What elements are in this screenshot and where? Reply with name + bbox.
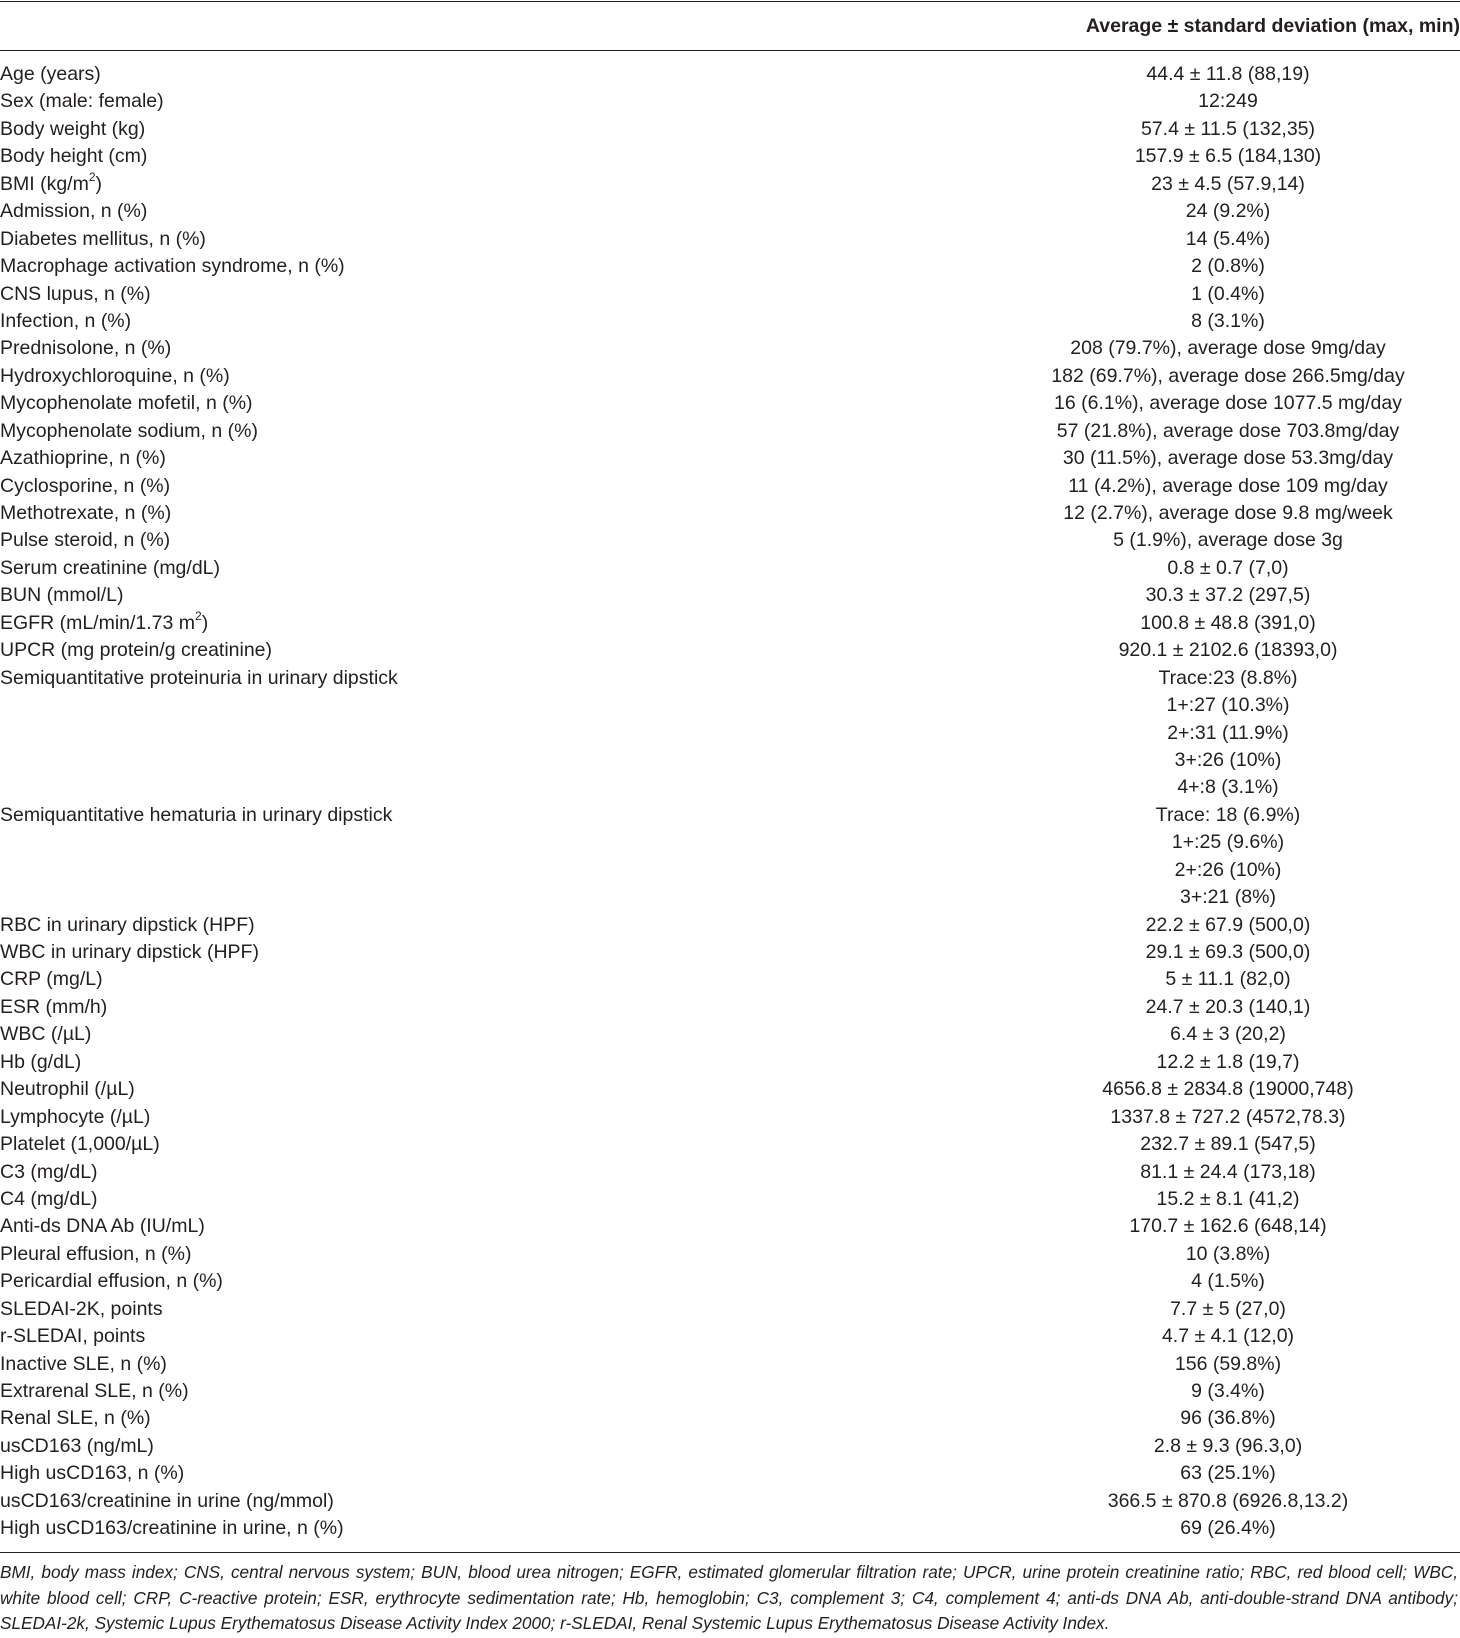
- row-label: [0, 1104, 1000, 1131]
- table-row: [0, 692, 1460, 719]
- row-value-text: 12:249: [1198, 90, 1258, 113]
- row-label-text: Age (years): [0, 63, 101, 85]
- row-value-text: 30.3 ± 37.2 (297,5): [1145, 584, 1311, 607]
- row-label-text: CRP (mg/L): [0, 968, 103, 991]
- row-value: [1000, 1021, 1460, 1048]
- row-value: [1000, 665, 1460, 692]
- row-label: [0, 445, 1000, 472]
- table-row: [0, 445, 1460, 472]
- row-value-text: 16 (6.1%), average dose 1077.5 mg/day: [1054, 392, 1402, 415]
- row-label-text: Infection, n (%): [0, 309, 132, 332]
- row-value: [1000, 390, 1460, 417]
- row-value-text: 1+:27 (10.3%): [1166, 694, 1290, 717]
- row-label: [0, 171, 1000, 198]
- row-label-text: RBC in urinary dipstick (HPF): [0, 913, 255, 936]
- row-value: [1000, 994, 1460, 1021]
- row-label: [0, 747, 1000, 774]
- row-value-text: 2.8 ± 9.3 (96.3,0): [1153, 1434, 1303, 1457]
- row-label-superscript: 2: [195, 609, 202, 624]
- row-label: [0, 335, 1000, 362]
- row-label-text: Pericardial effusion, n (%): [0, 1270, 223, 1293]
- table-row: [0, 198, 1460, 225]
- row-label-text: WBC in urinary dipstick (HPF): [0, 941, 259, 963]
- row-label: [0, 473, 1000, 500]
- row-value-text: 24.7 ± 20.3 (140,1): [1145, 995, 1311, 1018]
- row-label: [0, 1131, 1000, 1158]
- table-row: [0, 1104, 1460, 1131]
- row-value: [1000, 308, 1460, 335]
- row-label: [0, 253, 1000, 280]
- row-label-text: Hb (g/dL): [0, 1050, 82, 1073]
- row-label-text: Renal SLE, n (%): [0, 1407, 151, 1430]
- row-label: [0, 966, 1000, 993]
- row-label-text: Azathioprine, n (%): [0, 447, 166, 470]
- row-label: [0, 637, 1000, 664]
- table-row: [0, 418, 1460, 445]
- row-label-text: C3 (mg/dL): [0, 1160, 98, 1183]
- row-value: [1000, 1433, 1460, 1460]
- row-value: [1000, 1488, 1460, 1515]
- row-label-tail: ): [95, 172, 103, 195]
- row-value: [1000, 610, 1460, 637]
- row-label-text: Admission, n (%): [0, 200, 148, 223]
- row-value-text: 10 (3.8%): [1185, 1242, 1271, 1265]
- table-row: [0, 143, 1460, 170]
- row-label: [0, 1021, 1000, 1048]
- row-value-text: 3+:26 (10%): [1174, 748, 1282, 771]
- row-value-text: 6.4 ± 3 (20,2): [1170, 1023, 1286, 1046]
- row-label-text: Body weight (kg): [0, 117, 146, 140]
- table-row: [0, 966, 1460, 993]
- row-label-text: C4 (mg/dL): [0, 1187, 98, 1210]
- row-value: [1000, 1241, 1460, 1268]
- row-value: [1000, 363, 1460, 390]
- row-label: [0, 308, 1000, 335]
- row-value-text: 5 (1.9%), average dose 3g: [1113, 529, 1343, 552]
- row-label: [0, 1433, 1000, 1460]
- data-table: [0, 61, 1460, 1543]
- row-label-text: BUN (mmol/L): [0, 584, 124, 607]
- row-label: [0, 802, 1000, 829]
- row-value-text: 4.7 ± 4.1 (12,0): [1161, 1325, 1295, 1348]
- row-label-text: Anti-ds DNA Ab (IU/mL): [0, 1215, 205, 1238]
- row-label-text: Prednisolone, n (%): [0, 337, 172, 360]
- table-row: [0, 308, 1460, 335]
- row-label-text: Semiquantitative proteinuria in urinary dipstick: [0, 666, 398, 689]
- table-footnote: BMI, body mass index; CNS, central nervous system; BUN, blood urea nitrogen; EGFR, estimated glomerular filtration rate; UPCR, urine protein creatinine ratio; RBC, red blood cell; WBC, white blood cell; CRP, C-reactive protein; ESR, erythrocyte sedimentation rate; Hb, hemoglobin; C3, complement 3; C4, complement 4; anti-ds DNA Ab, anti-double-strand DNA antibody; SLEDAI-2k, Systemic Lupus Erythematosus Disease Activity Index 2000; r-SLEDAI, Renal Systemic Lupus Erythematosus Disease Activity Index.: [0, 1562, 1458, 1633]
- row-value-text: 2 (0.8%): [1191, 255, 1265, 278]
- row-value: [1000, 1213, 1460, 1240]
- row-label: [0, 527, 1000, 554]
- row-value-text: 63 (25.1%): [1180, 1462, 1276, 1485]
- row-value-text: 1+:25 (9.6%): [1171, 831, 1285, 854]
- row-label: [0, 555, 1000, 582]
- row-label-text: Pleural effusion, n (%): [0, 1242, 192, 1265]
- row-label: [0, 994, 1000, 1021]
- table-row: [0, 939, 1460, 966]
- table-row: [0, 1378, 1460, 1405]
- row-label-text: High usCD163/creatinine in urine, n (%): [0, 1517, 344, 1540]
- row-label: [0, 1460, 1000, 1487]
- row-label: [0, 1213, 1000, 1240]
- row-label-text: Pulse steroid, n (%): [0, 529, 171, 552]
- row-value-text: 69 (26.4%): [1180, 1517, 1276, 1540]
- row-label: [0, 1159, 1000, 1186]
- row-value-text: 4 (1.5%): [1191, 1270, 1265, 1293]
- row-value: [1000, 747, 1460, 774]
- row-value: [1000, 143, 1460, 170]
- row-value-text: 182 (69.7%), average dose 266.5mg/day: [1051, 364, 1405, 387]
- table-row: [0, 884, 1460, 911]
- row-value: [1000, 253, 1460, 280]
- row-label-text: usCD163/creatinine in urine (ng/mmol): [0, 1489, 334, 1512]
- row-value: [1000, 1296, 1460, 1323]
- row-value: [1000, 829, 1460, 856]
- row-value: [1000, 1186, 1460, 1213]
- table-row: [0, 1049, 1460, 1076]
- row-value-text: 157.9 ± 6.5 (184,130): [1134, 145, 1322, 168]
- row-value-text: Trace: 18 (6.9%): [1155, 803, 1301, 826]
- row-value-text: 96 (36.8%): [1180, 1407, 1276, 1430]
- row-label: [0, 363, 1000, 390]
- row-value-text: 44.4 ± 11.8 (88,19): [1146, 63, 1310, 85]
- row-value-text: 81.1 ± 24.4 (173,18): [1140, 1160, 1316, 1183]
- row-value: [1000, 1323, 1460, 1350]
- table-row: [0, 253, 1460, 280]
- row-label: [0, 1515, 1000, 1542]
- row-label: [0, 1296, 1000, 1323]
- row-value: [1000, 527, 1460, 554]
- row-label: [0, 665, 1000, 692]
- row-value: [1000, 61, 1460, 88]
- table-row: [0, 226, 1460, 253]
- table-row: [0, 116, 1460, 143]
- row-value-text: 57.4 ± 11.5 (132,35): [1140, 117, 1316, 140]
- table-row: [0, 1213, 1460, 1240]
- row-label-superscript: 2: [88, 170, 96, 185]
- row-label-text: Body height (cm): [0, 145, 148, 168]
- row-value: [1000, 720, 1460, 747]
- row-value: [1000, 88, 1460, 115]
- row-label: [0, 1241, 1000, 1268]
- row-label: [0, 500, 1000, 527]
- row-value-text: 12.2 ± 1.8 (19,7): [1156, 1050, 1300, 1073]
- row-value-text: 11 (4.2%), average dose 109 mg/day: [1068, 474, 1388, 497]
- table-row: [0, 335, 1460, 362]
- table-row: [0, 1159, 1460, 1186]
- row-label: [0, 88, 1000, 115]
- table-row: [0, 390, 1460, 417]
- table-row: [0, 473, 1460, 500]
- table-row: [0, 1268, 1460, 1295]
- row-label-text: Hydroxychloroquine, n (%): [0, 364, 230, 387]
- row-value-text: 100.8 ± 48.8 (391,0): [1140, 611, 1316, 634]
- row-value: [1000, 445, 1460, 472]
- row-value: [1000, 802, 1460, 829]
- row-label-text: High usCD163, n (%): [0, 1462, 185, 1485]
- table-row: [0, 1488, 1460, 1515]
- row-value-text: 156 (59.8%): [1174, 1352, 1282, 1375]
- row-value-text: 4+:8 (3.1%): [1177, 776, 1279, 799]
- table-row: [0, 1515, 1460, 1542]
- table-row: [0, 829, 1460, 856]
- table-row: [0, 774, 1460, 801]
- row-value-text: 2+:31 (11.9%): [1167, 721, 1289, 744]
- row-label-text: WBC (/µL): [0, 1023, 92, 1046]
- row-value-text: 15.2 ± 8.1 (41,2): [1156, 1187, 1300, 1210]
- row-label-text: Macrophage activation syndrome, n (%): [0, 255, 345, 278]
- row-label: [0, 418, 1000, 445]
- row-value: [1000, 1104, 1460, 1131]
- table-row: [0, 1241, 1460, 1268]
- row-label: [0, 1405, 1000, 1432]
- row-value-text: 12 (2.7%), average dose 9.8 mg/week: [1063, 502, 1393, 524]
- row-value: [1000, 1159, 1460, 1186]
- row-value: [1000, 473, 1460, 500]
- row-value-text: 29.1 ± 69.3 (500,0): [1145, 941, 1311, 963]
- row-value-text: 22.2 ± 67.9 (500,0): [1145, 913, 1311, 936]
- row-value: [1000, 418, 1460, 445]
- row-label-text: ESR (mm/h): [0, 995, 108, 1018]
- row-value: [1000, 171, 1460, 198]
- row-label: [0, 1351, 1000, 1378]
- row-value-text: 366.5 ± 870.8 (6926.8,13.2): [1107, 1489, 1349, 1512]
- table-row: [0, 802, 1460, 829]
- table-row: [0, 88, 1460, 115]
- row-value: [1000, 582, 1460, 609]
- table-row: [0, 1076, 1460, 1103]
- row-value: [1000, 1268, 1460, 1295]
- row-value-text: 208 (79.7%), average dose 9mg/day: [1070, 337, 1386, 360]
- row-value: [1000, 1378, 1460, 1405]
- row-value-text: 0.8 ± 0.7 (7,0): [1167, 556, 1289, 579]
- row-value-text: 24 (9.2%): [1185, 200, 1271, 223]
- row-label-text: EGFR (mL/min/1.73 m: [0, 611, 196, 634]
- row-value-text: 14 (5.4%): [1185, 227, 1271, 250]
- row-value: [1000, 1515, 1460, 1542]
- table-row: [0, 1405, 1460, 1432]
- row-label: [0, 1049, 1000, 1076]
- row-label: [0, 857, 1000, 884]
- row-label: [0, 1323, 1000, 1350]
- table-row: [0, 555, 1460, 582]
- row-value: [1000, 281, 1460, 308]
- table-row: [0, 857, 1460, 884]
- row-value: [1000, 966, 1460, 993]
- row-label: [0, 198, 1000, 225]
- row-label: [0, 281, 1000, 308]
- row-label-text: r-SLEDAI, points: [0, 1325, 146, 1348]
- table-row: [0, 912, 1460, 939]
- table-row: [0, 665, 1460, 692]
- row-value: [1000, 1351, 1460, 1378]
- row-label-text: Extrarenal SLE, n (%): [0, 1380, 189, 1402]
- row-label-text: Mycophenolate mofetil, n (%): [0, 392, 253, 415]
- row-value-text: 2+:26 (10%): [1174, 858, 1282, 881]
- header-rule: [0, 50, 1460, 51]
- row-label: [0, 1268, 1000, 1295]
- row-value-text: 170.7 ± 162.6 (648,14): [1129, 1215, 1327, 1238]
- row-value: [1000, 1049, 1460, 1076]
- row-value: [1000, 857, 1460, 884]
- row-value: [1000, 1131, 1460, 1158]
- row-value: [1000, 692, 1460, 719]
- row-value-text: 57 (21.8%), average dose 703.8mg/day: [1056, 419, 1400, 442]
- table-row: [0, 1351, 1460, 1378]
- row-label: [0, 774, 1000, 801]
- bottom-rule: [0, 1552, 1460, 1553]
- table-row: [0, 281, 1460, 308]
- row-value: [1000, 555, 1460, 582]
- row-value-text: 5 ± 11.1 (82,0): [1165, 968, 1291, 991]
- row-value: [1000, 226, 1460, 253]
- row-label: [0, 829, 1000, 856]
- table-row: [0, 1433, 1460, 1460]
- row-value-text: Trace:23 (8.8%): [1158, 666, 1298, 689]
- row-value: [1000, 1076, 1460, 1103]
- row-label: [0, 116, 1000, 143]
- row-label-text: SLEDAI-2K, points: [0, 1297, 163, 1320]
- table-row: [0, 61, 1460, 88]
- row-value: [1000, 884, 1460, 911]
- row-value-text: 920.1 ± 2102.6 (18393,0): [1118, 639, 1338, 662]
- row-label-text: Serum creatinine (mg/dL): [0, 556, 221, 579]
- row-value: [1000, 198, 1460, 225]
- row-label-text: Mycophenolate sodium, n (%): [0, 419, 258, 442]
- table-row: [0, 363, 1460, 390]
- row-value-text: 30 (11.5%), average dose 53.3mg/day: [1062, 447, 1394, 470]
- row-label: [0, 610, 1000, 637]
- row-label-text: BMI (kg/m: [0, 172, 89, 195]
- table-row: [0, 1323, 1460, 1350]
- row-value-text: 1337.8 ± 727.2 (4572,78.3): [1110, 1105, 1346, 1128]
- row-value: [1000, 939, 1460, 966]
- row-value: [1000, 335, 1460, 362]
- table-row: [0, 747, 1460, 774]
- row-value: [1000, 637, 1460, 664]
- table-body: [0, 61, 1460, 1543]
- table-row: [0, 527, 1460, 554]
- column-header-value: Average ± standard deviation (max, min): [1085, 15, 1460, 37]
- row-label: [0, 884, 1000, 911]
- row-label: [0, 912, 1000, 939]
- row-label-text: Cyclosporine, n (%): [0, 474, 171, 497]
- row-label: [0, 939, 1000, 966]
- table-row: [0, 1186, 1460, 1213]
- row-label-text: Diabetes mellitus, n (%): [0, 227, 206, 250]
- row-label: [0, 61, 1000, 88]
- table-row: [0, 1296, 1460, 1323]
- row-label-text: Methotrexate, n (%): [0, 502, 172, 524]
- row-label-text: Semiquantitative hematuria in urinary dipstick: [0, 803, 393, 826]
- row-label-text: Neutrophil (/µL): [0, 1078, 135, 1101]
- table-row: [0, 1131, 1460, 1158]
- row-label-text: Sex (male: female): [0, 90, 164, 113]
- table-row: [0, 582, 1460, 609]
- top-rule: [0, 1, 1460, 2]
- row-label-text: UPCR (mg protein/g creatinine): [0, 639, 273, 662]
- row-value-text: 23 ± 4.5 (57.9,14): [1151, 172, 1305, 195]
- table-row: [0, 637, 1460, 664]
- row-label-tail: ): [201, 611, 209, 634]
- row-label: [0, 1488, 1000, 1515]
- row-value-text: 1 (0.4%): [1191, 282, 1265, 305]
- row-value: [1000, 500, 1460, 527]
- table-row: [0, 1021, 1460, 1048]
- row-label: [0, 692, 1000, 719]
- row-label: [0, 1186, 1000, 1213]
- row-label: [0, 582, 1000, 609]
- table-row: [0, 171, 1460, 198]
- table-row: [0, 1460, 1460, 1487]
- row-value: [1000, 774, 1460, 801]
- table-row: [0, 610, 1460, 637]
- row-label: [0, 390, 1000, 417]
- row-label-text: Lymphocyte (/µL): [0, 1105, 151, 1128]
- row-value: [1000, 1405, 1460, 1432]
- row-value-text: 232.7 ± 89.1 (547,5): [1140, 1133, 1316, 1156]
- row-label-text: Platelet (1,000/µL): [0, 1133, 160, 1156]
- row-label: [0, 720, 1000, 747]
- row-value: [1000, 1460, 1460, 1487]
- row-label: [0, 226, 1000, 253]
- table-row: [0, 994, 1460, 1021]
- row-value: [1000, 116, 1460, 143]
- row-value-text: 7.7 ± 5 (27,0): [1170, 1297, 1286, 1320]
- row-value-text: 3+:21 (8%): [1180, 886, 1276, 909]
- row-label: [0, 1378, 1000, 1405]
- row-label: [0, 1076, 1000, 1103]
- row-value: [1000, 912, 1460, 939]
- row-label-text: usCD163 (ng/mL): [0, 1434, 154, 1457]
- row-value-text: 8 (3.1%): [1191, 309, 1265, 332]
- row-label: [0, 143, 1000, 170]
- row-label-text: CNS lupus, n (%): [0, 282, 151, 305]
- row-value-text: 9 (3.4%): [1191, 1380, 1265, 1402]
- table-row: [0, 720, 1460, 747]
- row-label-text: Inactive SLE, n (%): [0, 1352, 167, 1375]
- row-value-text: 4656.8 ± 2834.8 (19000,748): [1102, 1078, 1354, 1101]
- table-row: [0, 500, 1460, 527]
